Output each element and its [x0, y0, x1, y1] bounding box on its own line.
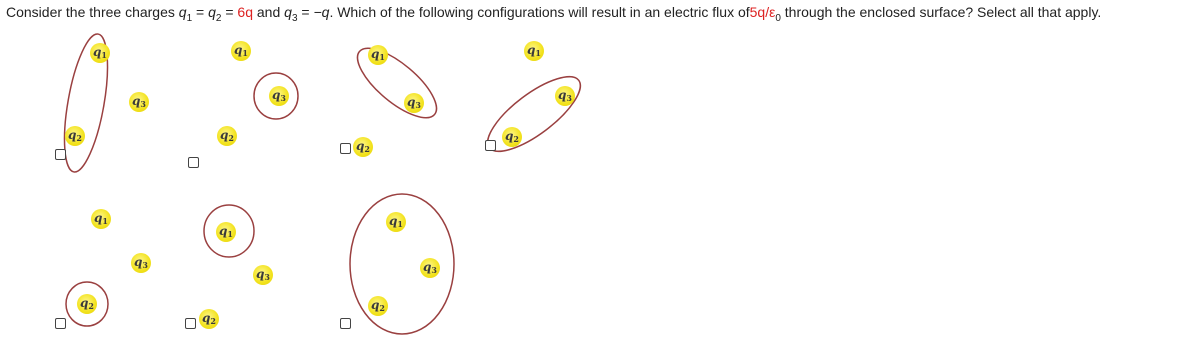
option-checkbox-3[interactable]: [340, 143, 351, 154]
question-text: Consider the three charges $q_1 = q_2 = 6q$ and $q_3 = -q$. Which of the following configurations will result in an electric flux $of5q/\varepsilon_0$ through the enclosed surface? Select all that apply.: [6, 4, 1102, 24]
option-checkbox-7[interactable]: [340, 318, 351, 329]
option-checkbox-5[interactable]: [55, 318, 66, 329]
charge-q1: $q_1$: [524, 41, 544, 61]
charge-q1: $q_1$: [216, 222, 236, 242]
charge-q3: $q_3$: [555, 86, 575, 106]
charge-q3: $q_3$: [420, 258, 440, 278]
option-checkbox-4[interactable]: [485, 140, 496, 151]
charge-q3: $q_3$: [129, 92, 149, 112]
charge-q2: $q_2$: [199, 309, 219, 329]
charge-q1: $q_1$: [368, 45, 388, 65]
charge-q3: $q_3$: [131, 253, 151, 273]
charge-q1: $q_1$: [91, 209, 111, 229]
charge-q2: $q_2$: [217, 126, 237, 146]
charge-q2: $q_2$: [368, 296, 388, 316]
charge-q2: $q_2$: [502, 127, 522, 147]
charge-q1: $q_1$: [386, 212, 406, 232]
option-checkbox-6[interactable]: [185, 318, 196, 329]
gaussian-surface-option-3: [347, 37, 446, 129]
charge-q1: $q_1$: [231, 41, 251, 61]
charge-q2: $q_2$: [353, 137, 373, 157]
option-checkbox-2[interactable]: [188, 157, 199, 168]
option-checkbox-1[interactable]: [55, 149, 66, 160]
charge-q2: $q_2$: [65, 126, 85, 146]
charge-q1: $q_1$: [90, 43, 110, 63]
charge-q3: $q_3$: [404, 93, 424, 113]
charge-q3: $q_3$: [269, 86, 289, 106]
charge-q2: $q_2$: [77, 294, 97, 314]
charge-q3: $q_3$: [253, 265, 273, 285]
